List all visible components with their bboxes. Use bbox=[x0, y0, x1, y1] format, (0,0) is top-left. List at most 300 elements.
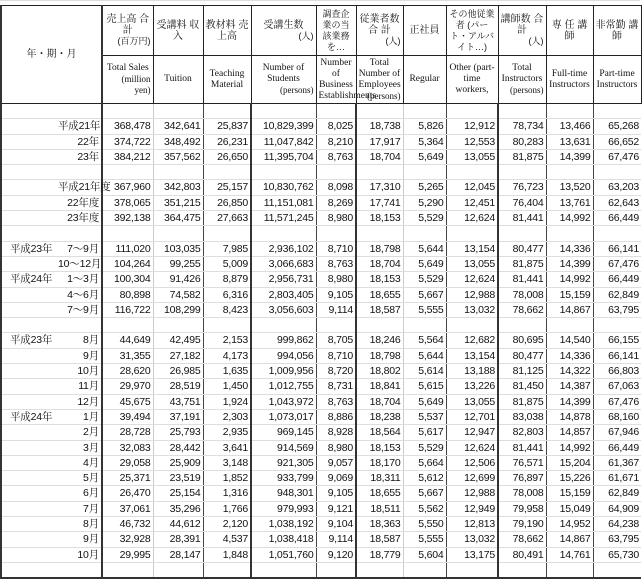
instructors-cell: 81,875 bbox=[498, 149, 546, 164]
period-label bbox=[1, 165, 56, 180]
employees-cell: 18,587 bbox=[356, 532, 403, 547]
total-sales-cell: 28,728 bbox=[102, 425, 153, 440]
sub-period-label: 7月 bbox=[56, 501, 102, 516]
parttime-cell bbox=[593, 562, 641, 578]
tuition-cell: 74,582 bbox=[153, 287, 203, 302]
tuition-cell: 91,426 bbox=[153, 272, 203, 287]
business-establishments-cell: 8,710 bbox=[316, 241, 356, 256]
students-cell: 979,993 bbox=[251, 501, 316, 516]
sub-period-label: 3月 bbox=[56, 440, 102, 455]
instructors-cell: 81,450 bbox=[498, 379, 546, 394]
statistics-table bbox=[0, 5, 642, 579]
regular-header-jp: 正社員 bbox=[403, 6, 446, 56]
students-cell: 2,936,102 bbox=[251, 241, 316, 256]
period-label: 平成24年 bbox=[1, 409, 56, 424]
sub-period-label: 12月 bbox=[56, 394, 102, 409]
fulltime-cell: 15,159 bbox=[546, 486, 593, 501]
table-row bbox=[1, 486, 641, 501]
parttime-cell: 67,946 bbox=[593, 425, 641, 440]
regular-cell: 5,667 bbox=[403, 287, 446, 302]
employees-cell: 18,238 bbox=[356, 409, 403, 424]
students-cell: 994,056 bbox=[251, 348, 316, 363]
business-establishments-cell: 9,114 bbox=[316, 532, 356, 547]
teaching-header-jp: 教材料 売上高 bbox=[203, 6, 251, 56]
total-sales-cell: 100,304 bbox=[102, 272, 153, 287]
teaching-material-cell: 8,423 bbox=[203, 302, 251, 317]
teaching-material-cell: 1,924 bbox=[203, 394, 251, 409]
tuition-cell bbox=[153, 226, 203, 241]
students-cell: 11,047,842 bbox=[251, 134, 316, 149]
fulltime-cell: 14,857 bbox=[546, 425, 593, 440]
other-workers-cell bbox=[446, 104, 498, 119]
other-workers-cell: 12,988 bbox=[446, 486, 498, 501]
total-sales-cell bbox=[102, 318, 153, 333]
business-establishments-cell: 9,105 bbox=[316, 287, 356, 302]
table-row bbox=[1, 180, 641, 195]
employees-cell bbox=[356, 562, 403, 578]
business-establishments-cell: 8,763 bbox=[316, 394, 356, 409]
business-establishments-cell bbox=[316, 562, 356, 578]
fulltime-cell: 14,540 bbox=[546, 333, 593, 348]
parttime-cell bbox=[593, 104, 641, 119]
total-sales-cell: 28,620 bbox=[102, 364, 153, 379]
business-header-en: Number of Business Establishments bbox=[316, 56, 356, 104]
table-row bbox=[1, 348, 641, 363]
period-label bbox=[1, 517, 56, 532]
employees-cell: 18,363 bbox=[356, 517, 403, 532]
parttime-cell: 66,141 bbox=[593, 348, 641, 363]
fulltime-cell: 14,399 bbox=[546, 149, 593, 164]
parttime-cell: 65,268 bbox=[593, 119, 641, 134]
students-cell: 921,305 bbox=[251, 455, 316, 470]
sub-period-label: 9月 bbox=[56, 348, 102, 363]
sub-period-label: 10〜12月 bbox=[58, 257, 102, 270]
tuition-cell: 99,255 bbox=[153, 256, 203, 271]
employees-cell: 18,798 bbox=[356, 241, 403, 256]
teaching-material-cell: 4,173 bbox=[203, 348, 251, 363]
regular-cell: 5,604 bbox=[403, 547, 446, 562]
sub-period-label: 1月 bbox=[56, 409, 102, 424]
tuition-cell: 44,612 bbox=[153, 517, 203, 532]
instructors-cell: 81,125 bbox=[498, 364, 546, 379]
fulltime-cell: 14,399 bbox=[546, 394, 593, 409]
instructors-cell: 80,695 bbox=[498, 333, 546, 348]
instructors-cell: 81,441 bbox=[498, 211, 546, 226]
employees-cell: 18,841 bbox=[356, 379, 403, 394]
fulltime-cell: 14,878 bbox=[546, 409, 593, 424]
teaching-material-cell: 26,231 bbox=[203, 134, 251, 149]
fulltime-cell: 13,761 bbox=[546, 195, 593, 210]
total-sales-cell: 25,371 bbox=[102, 471, 153, 486]
period-label bbox=[1, 302, 56, 317]
period-label: 平成23年 bbox=[1, 241, 56, 256]
instructors-cell: 78,734 bbox=[498, 119, 546, 134]
employees-cell: 18,153 bbox=[356, 211, 403, 226]
fulltime-header-en: Full-time Instructors bbox=[546, 56, 593, 104]
students-cell: 11,151,081 bbox=[251, 195, 316, 210]
employees-cell: 18,511 bbox=[356, 501, 403, 516]
table-row bbox=[1, 318, 641, 333]
tuition-cell: 348,492 bbox=[153, 134, 203, 149]
sub-period-label: 5月 bbox=[56, 471, 102, 486]
other-workers-cell: 12,451 bbox=[446, 195, 498, 210]
fulltime-cell: 14,992 bbox=[546, 272, 593, 287]
total-sales-cell bbox=[102, 165, 153, 180]
teaching-material-cell bbox=[203, 104, 251, 119]
regular-cell: 5,290 bbox=[403, 195, 446, 210]
regular-header-en: Regular bbox=[403, 56, 446, 104]
table-row bbox=[1, 409, 641, 424]
business-establishments-cell: 8,705 bbox=[316, 333, 356, 348]
instructors-cell: 80,477 bbox=[498, 241, 546, 256]
business-establishments-cell: 8,763 bbox=[316, 256, 356, 271]
students-cell: 10,830,762 bbox=[251, 180, 316, 195]
parttime-cell: 67,063 bbox=[593, 379, 641, 394]
other-workers-cell: 12,553 bbox=[446, 134, 498, 149]
total-sales-cell: 116,722 bbox=[102, 302, 153, 317]
table-row bbox=[1, 501, 641, 516]
tuition-cell bbox=[153, 104, 203, 119]
regular-cell: 5,612 bbox=[403, 471, 446, 486]
table-row bbox=[1, 272, 641, 287]
sub-period-label: 7〜9月 bbox=[56, 302, 102, 317]
fulltime-cell: 13,520 bbox=[546, 180, 593, 195]
table-row bbox=[1, 256, 641, 271]
business-establishments-cell: 9,121 bbox=[316, 501, 356, 516]
fulltime-cell bbox=[546, 165, 593, 180]
table-row bbox=[1, 149, 641, 164]
fulltime-cell: 14,952 bbox=[546, 517, 593, 532]
employees-cell bbox=[356, 165, 403, 180]
table-header bbox=[1, 6, 641, 104]
fulltime-cell: 14,387 bbox=[546, 379, 593, 394]
period-label bbox=[1, 180, 56, 195]
regular-cell bbox=[403, 562, 446, 578]
table-row bbox=[1, 562, 641, 578]
parttime-cell: 65,730 bbox=[593, 547, 641, 562]
teaching-material-cell: 2,120 bbox=[203, 517, 251, 532]
employees-cell bbox=[356, 318, 403, 333]
sub-period-label: 10月 bbox=[56, 364, 102, 379]
table-row bbox=[1, 532, 641, 547]
other-workers-cell: 12,949 bbox=[446, 501, 498, 516]
other-workers-cell bbox=[446, 562, 498, 578]
regular-cell: 5,550 bbox=[403, 517, 446, 532]
parttime-cell: 66,449 bbox=[593, 272, 641, 287]
employees-cell: 18,802 bbox=[356, 364, 403, 379]
teaching-material-cell: 26,650 bbox=[203, 149, 251, 164]
fulltime-cell: 15,204 bbox=[546, 455, 593, 470]
students-cell: 1,038,192 bbox=[251, 517, 316, 532]
other-workers-cell: 13,032 bbox=[446, 532, 498, 547]
regular-cell: 5,564 bbox=[403, 333, 446, 348]
teaching-material-cell: 2,153 bbox=[203, 333, 251, 348]
teaching-material-cell: 4,537 bbox=[203, 532, 251, 547]
sub-period-label: 9月 bbox=[56, 532, 102, 547]
students-cell: 1,043,972 bbox=[251, 394, 316, 409]
instructors-cell bbox=[498, 226, 546, 241]
fulltime-cell: 13,466 bbox=[546, 119, 593, 134]
period-label bbox=[1, 256, 56, 271]
students-cell: 1,038,418 bbox=[251, 532, 316, 547]
sub-period-label: 8月 bbox=[56, 333, 102, 348]
other-workers-cell: 13,226 bbox=[446, 379, 498, 394]
regular-cell: 5,555 bbox=[403, 532, 446, 547]
regular-cell: 5,826 bbox=[403, 119, 446, 134]
table-row bbox=[1, 394, 641, 409]
regular-cell: 5,537 bbox=[403, 409, 446, 424]
business-establishments-cell: 8,025 bbox=[316, 119, 356, 134]
total-sales-cell: 367,960 bbox=[102, 180, 153, 195]
table-row bbox=[1, 547, 641, 562]
other-workers-cell: 12,506 bbox=[446, 455, 498, 470]
teaching-material-cell bbox=[203, 226, 251, 241]
business-establishments-cell: 8,720 bbox=[316, 364, 356, 379]
employees-cell bbox=[356, 226, 403, 241]
instructors-cell bbox=[498, 318, 546, 333]
sales-header-jp: 売上高 合 計 (百万円) bbox=[102, 6, 153, 56]
fulltime-cell: 15,226 bbox=[546, 471, 593, 486]
table-row bbox=[1, 440, 641, 455]
students-cell bbox=[251, 104, 316, 119]
parttime-header-jp: 非常勤 講 師 bbox=[593, 6, 641, 56]
total-sales-cell bbox=[102, 226, 153, 241]
regular-cell: 5,614 bbox=[403, 364, 446, 379]
tuition-cell: 108,299 bbox=[153, 302, 203, 317]
teaching-material-cell: 1,450 bbox=[203, 379, 251, 394]
regular-cell: 5,649 bbox=[403, 256, 446, 271]
sub-period-label: 4月 bbox=[56, 455, 102, 470]
other-workers-cell: 12,045 bbox=[446, 180, 498, 195]
parttime-cell: 66,803 bbox=[593, 364, 641, 379]
students-cell bbox=[251, 562, 316, 578]
tuition-cell: 42,495 bbox=[153, 333, 203, 348]
students-cell: 3,066,683 bbox=[251, 256, 316, 271]
regular-cell: 5,649 bbox=[403, 394, 446, 409]
table-row bbox=[1, 364, 641, 379]
table-row bbox=[1, 471, 641, 486]
period-label bbox=[1, 104, 56, 119]
period-label bbox=[1, 134, 56, 149]
parttime-cell: 61,367 bbox=[593, 455, 641, 470]
fulltime-cell: 14,322 bbox=[546, 364, 593, 379]
other-header-jp: その他従業者 (パート・アルバイト…) bbox=[446, 6, 498, 56]
sub-period-label: 8月 bbox=[56, 517, 102, 532]
parttime-cell: 68,160 bbox=[593, 409, 641, 424]
fulltime-cell bbox=[546, 318, 593, 333]
students-cell: 3,056,603 bbox=[251, 302, 316, 317]
sub-period-label bbox=[56, 165, 102, 180]
tuition-cell bbox=[153, 562, 203, 578]
fulltime-cell: 13,631 bbox=[546, 134, 593, 149]
regular-cell: 5,664 bbox=[403, 455, 446, 470]
teaching-material-cell bbox=[203, 562, 251, 578]
business-establishments-cell: 9,114 bbox=[316, 302, 356, 317]
employees-cell: 17,917 bbox=[356, 134, 403, 149]
other-workers-cell: 12,699 bbox=[446, 471, 498, 486]
total-sales-cell: 37,061 bbox=[102, 501, 153, 516]
tuition-header-en: Tuition bbox=[153, 56, 203, 104]
parttime-cell: 62,849 bbox=[593, 287, 641, 302]
tuition-cell: 25,909 bbox=[153, 455, 203, 470]
employees-cell: 18,587 bbox=[356, 302, 403, 317]
fulltime-cell bbox=[546, 562, 593, 578]
employees-header-jp: 従業者数 合 計 (人) bbox=[356, 6, 403, 56]
period-label: 平成23年 bbox=[1, 333, 56, 348]
regular-cell: 5,265 bbox=[403, 180, 446, 195]
regular-cell: 5,617 bbox=[403, 425, 446, 440]
total-sales-cell: 374,722 bbox=[102, 134, 153, 149]
business-establishments-cell: 9,105 bbox=[316, 486, 356, 501]
employees-cell: 18,655 bbox=[356, 486, 403, 501]
tuition-cell: 28,391 bbox=[153, 532, 203, 547]
regular-cell: 5,529 bbox=[403, 440, 446, 455]
total-sales-cell: 44,649 bbox=[102, 333, 153, 348]
instructors-cell: 76,404 bbox=[498, 195, 546, 210]
regular-cell: 5,562 bbox=[403, 501, 446, 516]
total-sales-cell: 104,264 bbox=[102, 256, 153, 271]
instructors-cell: 79,958 bbox=[498, 501, 546, 516]
total-sales-cell bbox=[102, 562, 153, 578]
parttime-cell: 63,795 bbox=[593, 302, 641, 317]
business-establishments-cell: 8,098 bbox=[316, 180, 356, 195]
business-establishments-cell bbox=[316, 104, 356, 119]
table-row bbox=[1, 195, 641, 210]
students-cell: 1,012,755 bbox=[251, 379, 316, 394]
tuition-cell: 357,562 bbox=[153, 149, 203, 164]
table-row bbox=[1, 134, 641, 149]
business-establishments-cell: 8,980 bbox=[316, 272, 356, 287]
business-establishments-cell: 8,731 bbox=[316, 379, 356, 394]
table-row bbox=[1, 455, 641, 470]
period-header: 年・期・月 bbox=[1, 6, 102, 104]
parttime-cell: 61,671 bbox=[593, 471, 641, 486]
tuition-cell: 25,793 bbox=[153, 425, 203, 440]
total-sales-cell: 392,138 bbox=[102, 211, 153, 226]
table-row bbox=[1, 333, 641, 348]
period-label bbox=[1, 440, 56, 455]
table-row bbox=[1, 302, 641, 317]
students-header-jp: 受講生数 (人) bbox=[251, 6, 316, 56]
total-sales-cell: 29,970 bbox=[102, 379, 153, 394]
table-row bbox=[1, 211, 641, 226]
instructors-header-jp: 講師数 合 計 (人) bbox=[498, 6, 546, 56]
fulltime-cell: 14,992 bbox=[546, 440, 593, 455]
period-label bbox=[1, 394, 56, 409]
students-cell: 1,073,017 bbox=[251, 409, 316, 424]
instructors-cell: 81,875 bbox=[498, 256, 546, 271]
table-row bbox=[1, 379, 641, 394]
regular-cell bbox=[403, 165, 446, 180]
sub-period-label: 23年度 bbox=[56, 211, 102, 226]
teaching-material-cell: 1,635 bbox=[203, 364, 251, 379]
students-cell: 914,569 bbox=[251, 440, 316, 455]
tuition-cell: 27,182 bbox=[153, 348, 203, 363]
other-workers-cell: 13,154 bbox=[446, 241, 498, 256]
instructors-header-en: Total Instructors (persons) bbox=[498, 56, 546, 104]
employees-cell: 18,246 bbox=[356, 333, 403, 348]
period-label bbox=[1, 471, 56, 486]
business-establishments-cell: 8,710 bbox=[316, 348, 356, 363]
table-row bbox=[1, 104, 641, 119]
regular-cell: 5,529 bbox=[403, 211, 446, 226]
period-label bbox=[1, 348, 56, 363]
total-sales-cell: 32,083 bbox=[102, 440, 153, 455]
employees-cell: 17,310 bbox=[356, 180, 403, 195]
other-workers-cell: 12,624 bbox=[446, 440, 498, 455]
employees-cell: 18,655 bbox=[356, 287, 403, 302]
total-sales-cell: 368,478 bbox=[102, 119, 153, 134]
parttime-cell: 66,449 bbox=[593, 440, 641, 455]
other-workers-cell: 12,624 bbox=[446, 272, 498, 287]
instructors-cell: 82,803 bbox=[498, 425, 546, 440]
students-cell bbox=[251, 226, 316, 241]
period-label bbox=[1, 379, 56, 394]
sub-period-label bbox=[56, 226, 102, 241]
regular-cell: 5,555 bbox=[403, 302, 446, 317]
other-workers-cell: 13,175 bbox=[446, 547, 498, 562]
business-establishments-cell: 9,069 bbox=[316, 471, 356, 486]
business-establishments-cell: 8,928 bbox=[316, 425, 356, 440]
parttime-header-en: Part-time Instructors bbox=[593, 56, 641, 104]
table-row bbox=[1, 119, 641, 134]
sub-period-label bbox=[56, 318, 102, 333]
employees-cell: 18,564 bbox=[356, 425, 403, 440]
business-establishments-cell: 9,057 bbox=[316, 455, 356, 470]
instructors-cell: 80,491 bbox=[498, 547, 546, 562]
teaching-material-cell: 5,009 bbox=[203, 256, 251, 271]
teaching-material-cell bbox=[203, 318, 251, 333]
fulltime-cell: 14,761 bbox=[546, 547, 593, 562]
teaching-material-cell: 25,157 bbox=[203, 180, 251, 195]
period-label bbox=[1, 195, 56, 210]
period-label bbox=[1, 287, 56, 302]
employees-cell: 17,741 bbox=[356, 195, 403, 210]
students-cell bbox=[251, 318, 316, 333]
total-sales-cell: 26,470 bbox=[102, 486, 153, 501]
table-row bbox=[1, 226, 641, 241]
other-workers-cell: 12,912 bbox=[446, 119, 498, 134]
instructors-cell: 78,662 bbox=[498, 302, 546, 317]
instructors-cell: 78,008 bbox=[498, 287, 546, 302]
total-sales-cell: 378,065 bbox=[102, 195, 153, 210]
instructors-cell: 80,283 bbox=[498, 134, 546, 149]
other-workers-cell: 13,055 bbox=[446, 394, 498, 409]
sub-period-label: 平成21年度 bbox=[58, 181, 111, 194]
students-cell: 2,803,405 bbox=[251, 287, 316, 302]
fulltime-cell: 15,159 bbox=[546, 287, 593, 302]
employees-cell: 18,798 bbox=[356, 348, 403, 363]
regular-cell: 5,644 bbox=[403, 348, 446, 363]
parttime-cell: 63,203 bbox=[593, 180, 641, 195]
instructors-cell: 81,875 bbox=[498, 394, 546, 409]
students-cell: 969,145 bbox=[251, 425, 316, 440]
tuition-cell: 342,803 bbox=[153, 180, 203, 195]
total-sales-cell: 46,732 bbox=[102, 517, 153, 532]
teaching-material-cell: 25,837 bbox=[203, 119, 251, 134]
other-workers-cell: 12,624 bbox=[446, 211, 498, 226]
period-label bbox=[1, 547, 56, 562]
other-workers-cell: 12,682 bbox=[446, 333, 498, 348]
sub-period-label: 平成21年 bbox=[58, 120, 101, 133]
tuition-cell: 351,215 bbox=[153, 195, 203, 210]
period-label: 平成24年 bbox=[1, 272, 56, 287]
sub-period-label: 22年 bbox=[56, 134, 102, 149]
tuition-cell: 25,154 bbox=[153, 486, 203, 501]
other-header-en: Other (part-time workers, bbox=[446, 56, 498, 104]
business-establishments-cell bbox=[316, 318, 356, 333]
instructors-cell: 81,441 bbox=[498, 440, 546, 455]
